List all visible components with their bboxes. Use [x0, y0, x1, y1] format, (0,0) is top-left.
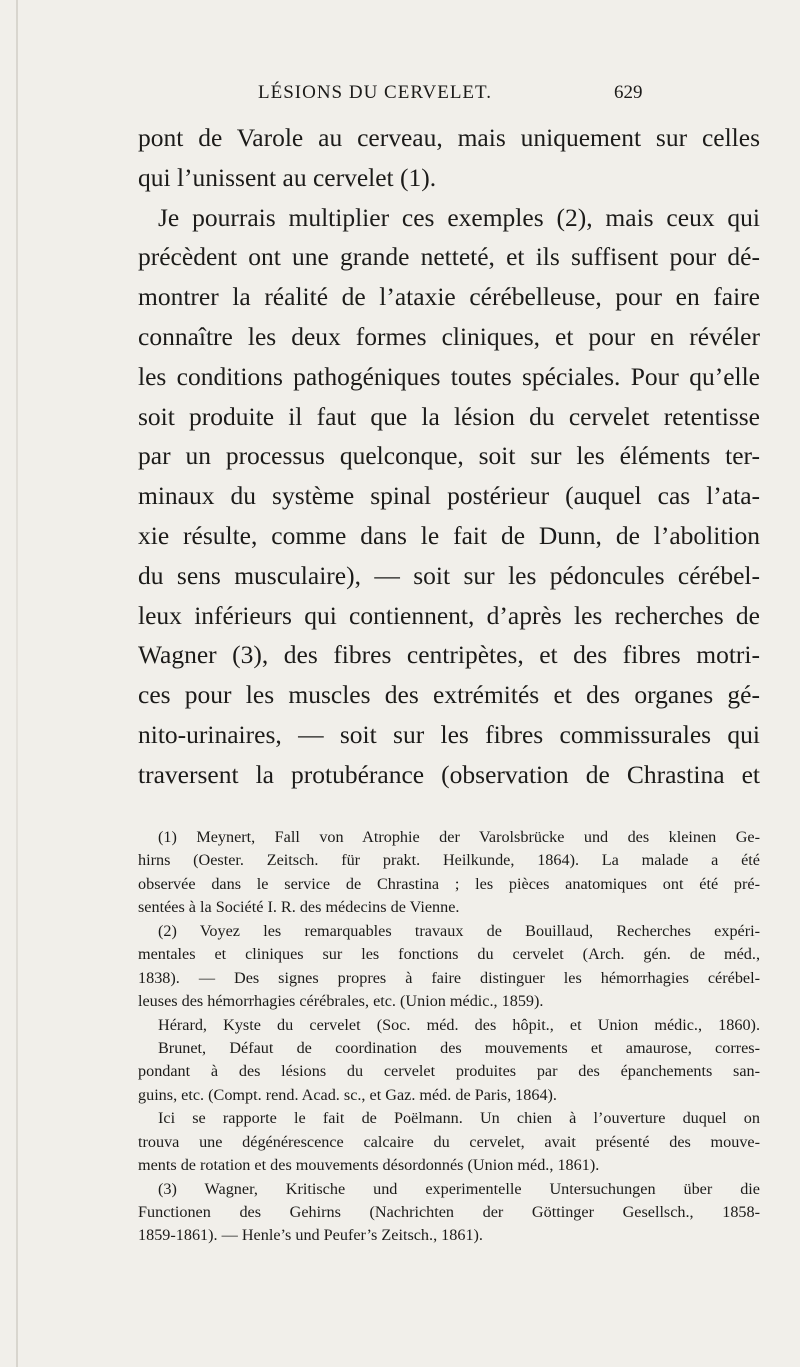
footnote-line: leuses des hémorrhagies cérébrales, etc. (Union médic., 1859). — [138, 992, 544, 1011]
body-line: par un processus quelconque, soit sur les éléments ter- — [138, 441, 760, 471]
body-line: nito-urinaires, — soit sur les fibres commissurales qui — [138, 719, 760, 749]
body-line: les conditions pathogéniques toutes spéciales. Pour qu’elle — [138, 361, 760, 391]
footnote-line: ments de rotation et des mouvements désordonnés (Union méd., 1861). — [138, 1156, 600, 1175]
footnote-line: observée dans le service de Chrastina ; les pièces anatomiques ont été pré- — [138, 874, 760, 893]
footnote-line: Hérard, Kyste du cervelet (Soc. méd. des hôpit., et Union médic., 1860). — [158, 1015, 760, 1034]
footnote-line: Functionen des Gehirns (Nachrichten der Göttinger Gesellsch., 1858- — [138, 1203, 760, 1221]
body-line: qui l’unissent au cervelet (1). — [138, 162, 437, 192]
body-line: connaître les deux formes cliniques, et pour en révéler — [138, 321, 760, 351]
footnote-line: (3) Wagner, Kritische und experimentelle Untersuchungen über die — [158, 1179, 760, 1198]
body-line: ces pour les muscles des extrémités et des organes gé- — [138, 680, 760, 710]
footnote-line: 1838). — Des signes propres à faire distinguer les hémorrhagies cérébel- — [138, 968, 760, 987]
footnote-line: sentées à la Société I. R. des médecins de Vienne. — [138, 898, 460, 917]
footnote-line: mentales et cliniques sur les fonctions du cervelet (Arch. gén. de méd., — [138, 945, 760, 964]
body-text — [138, 118, 760, 795]
footnote-line: guins, etc. (Compt. rend. Acad. sc., et Gaz. méd. de Paris, 1864). — [138, 1085, 557, 1104]
body-line: montrer la réalité de l’ataxie cérébelleuse, pour en faire — [138, 282, 760, 312]
body-line: Wagner (3), des fibres centripètes, et des fibres motri- — [138, 640, 760, 670]
running-title: LÉSIONS DU CERVELET. — [258, 82, 492, 103]
body-line: traversent la protubérance (observation de Chrastina et — [138, 759, 760, 789]
footnote-line: (2) Voyez les remarquables travaux de Bouillaud, Recherches expéri- — [158, 921, 760, 940]
footnote-line: Ici se rapporte le fait de Poëlmann. Un chien à l’ouverture duquel on — [158, 1109, 760, 1128]
footnote-line: trouva une dégénérescence calcaire du cervelet, avait présenté des mouve- — [138, 1132, 760, 1151]
footnote-line: hirns (Oester. Zeitsch. für prakt. Heilkunde, 1864). La malade a été — [138, 851, 760, 870]
body-line: pont de Varole au cerveau, mais uniquement sur celles — [138, 123, 760, 152]
body-line: du sens musculaire), — soit sur les pédoncules cérébel- — [138, 560, 760, 590]
footnotes — [138, 826, 760, 1248]
body-line: xie résulte, comme dans le fait de Dunn, de l’abolition — [138, 520, 760, 550]
body-line: leux inférieurs qui contiennent, d’après les recherches de — [138, 600, 760, 630]
page-gutter-edge — [16, 0, 18, 1367]
body-line: Je pourrais multiplier ces exemples (2), mais ceux qui — [158, 202, 760, 232]
body-line: soit produite il faut que la lésion du cervelet retentisse — [138, 401, 760, 431]
footnote-line: pondant à des lésions du cervelet produites par des épanchements san- — [138, 1062, 760, 1081]
running-header — [0, 82, 800, 106]
page-number: 629 — [614, 82, 643, 103]
footnote-line: 1859-1861). — Henle’s und Peufer’s Zeitsch., 1861). — [138, 1226, 483, 1245]
body-line: minaux du système spinal postérieur (auquel cas l’ata- — [138, 481, 760, 511]
footnote-line: Brunet, Défaut de coordination des mouvements et amaurose, corres- — [158, 1038, 760, 1057]
body-line: précèdent ont une grande netteté, et ils suffisent pour dé- — [138, 242, 760, 272]
footnote-line: (1) Meynert, Fall von Atrophie der Varolsbrücke und des kleinen Ge- — [158, 828, 760, 846]
